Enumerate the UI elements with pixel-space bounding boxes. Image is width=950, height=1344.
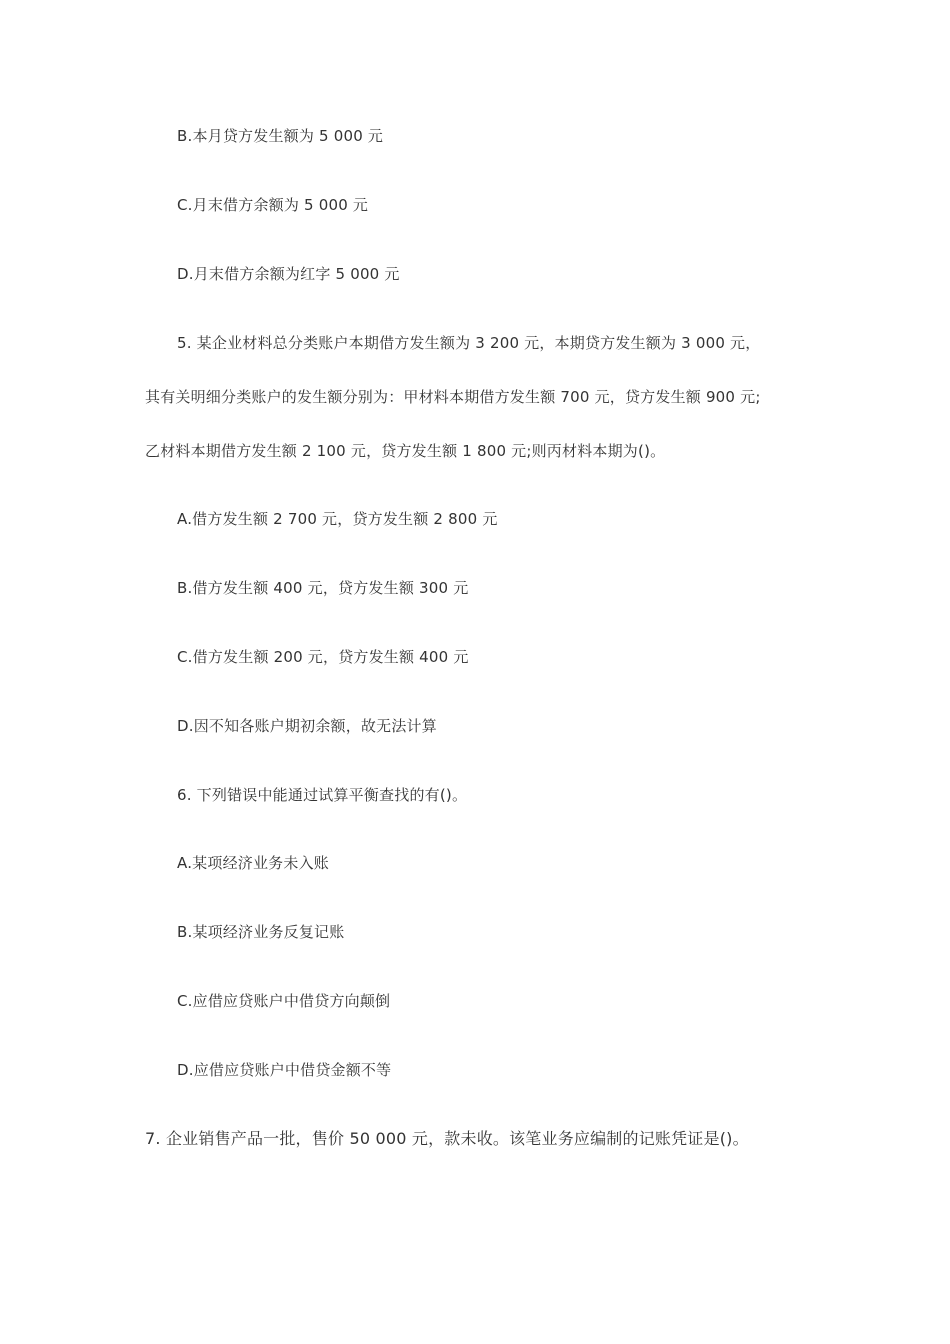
q6-text: 6. 下列错误中能通过试算平衡查找的有()。 <box>177 786 468 804</box>
q4-option-c: C.月末借方余额为 5 000 元 <box>177 196 369 214</box>
q5-option-a: A.借方发生额 2 700 元，贷方发生额 2 800 元 <box>177 510 498 528</box>
q5-option-c: C.借方发生额 200 元，贷方发生额 400 元 <box>177 648 469 666</box>
q5-text-line-3: 乙材料本期借方发生额 2 100 元，贷方发生额 1 800 元;则丙材料本期为()。 <box>145 442 666 460</box>
q6-option-d: D.应借应贷账户中借贷金额不等 <box>177 1061 392 1079</box>
q5-option-b: B.借方发生额 400 元，贷方发生额 300 元 <box>177 579 469 597</box>
q5-text-line-1: 5. 某企业材料总分类账户本期借方发生额为 3 200 元，本期贷方发生额为 3 000 元， <box>177 334 761 352</box>
q5-text-line-2: 其有关明细分类账户的发生额分别为：甲材料本期借方发生额 700 元，贷方发生额 900 元; <box>145 388 761 406</box>
q4-option-b: B.本月贷方发生额为 5 000 元 <box>177 127 384 145</box>
q6-option-c: C.应借应贷账户中借贷方向颠倒 <box>177 992 391 1010</box>
q6-option-a: A.某项经济业务未入账 <box>177 854 329 872</box>
q7-text: 7. 企业销售产品一批，售价 50 000 元，款未收。该笔业务应编制的记账凭证是()。 <box>145 1129 749 1148</box>
q6-option-b: B.某项经济业务反复记账 <box>177 923 345 941</box>
q5-option-d: D.因不知各账户期初余额，故无法计算 <box>177 717 437 735</box>
q4-option-d: D.月末借方余额为红字 5 000 元 <box>177 265 400 283</box>
